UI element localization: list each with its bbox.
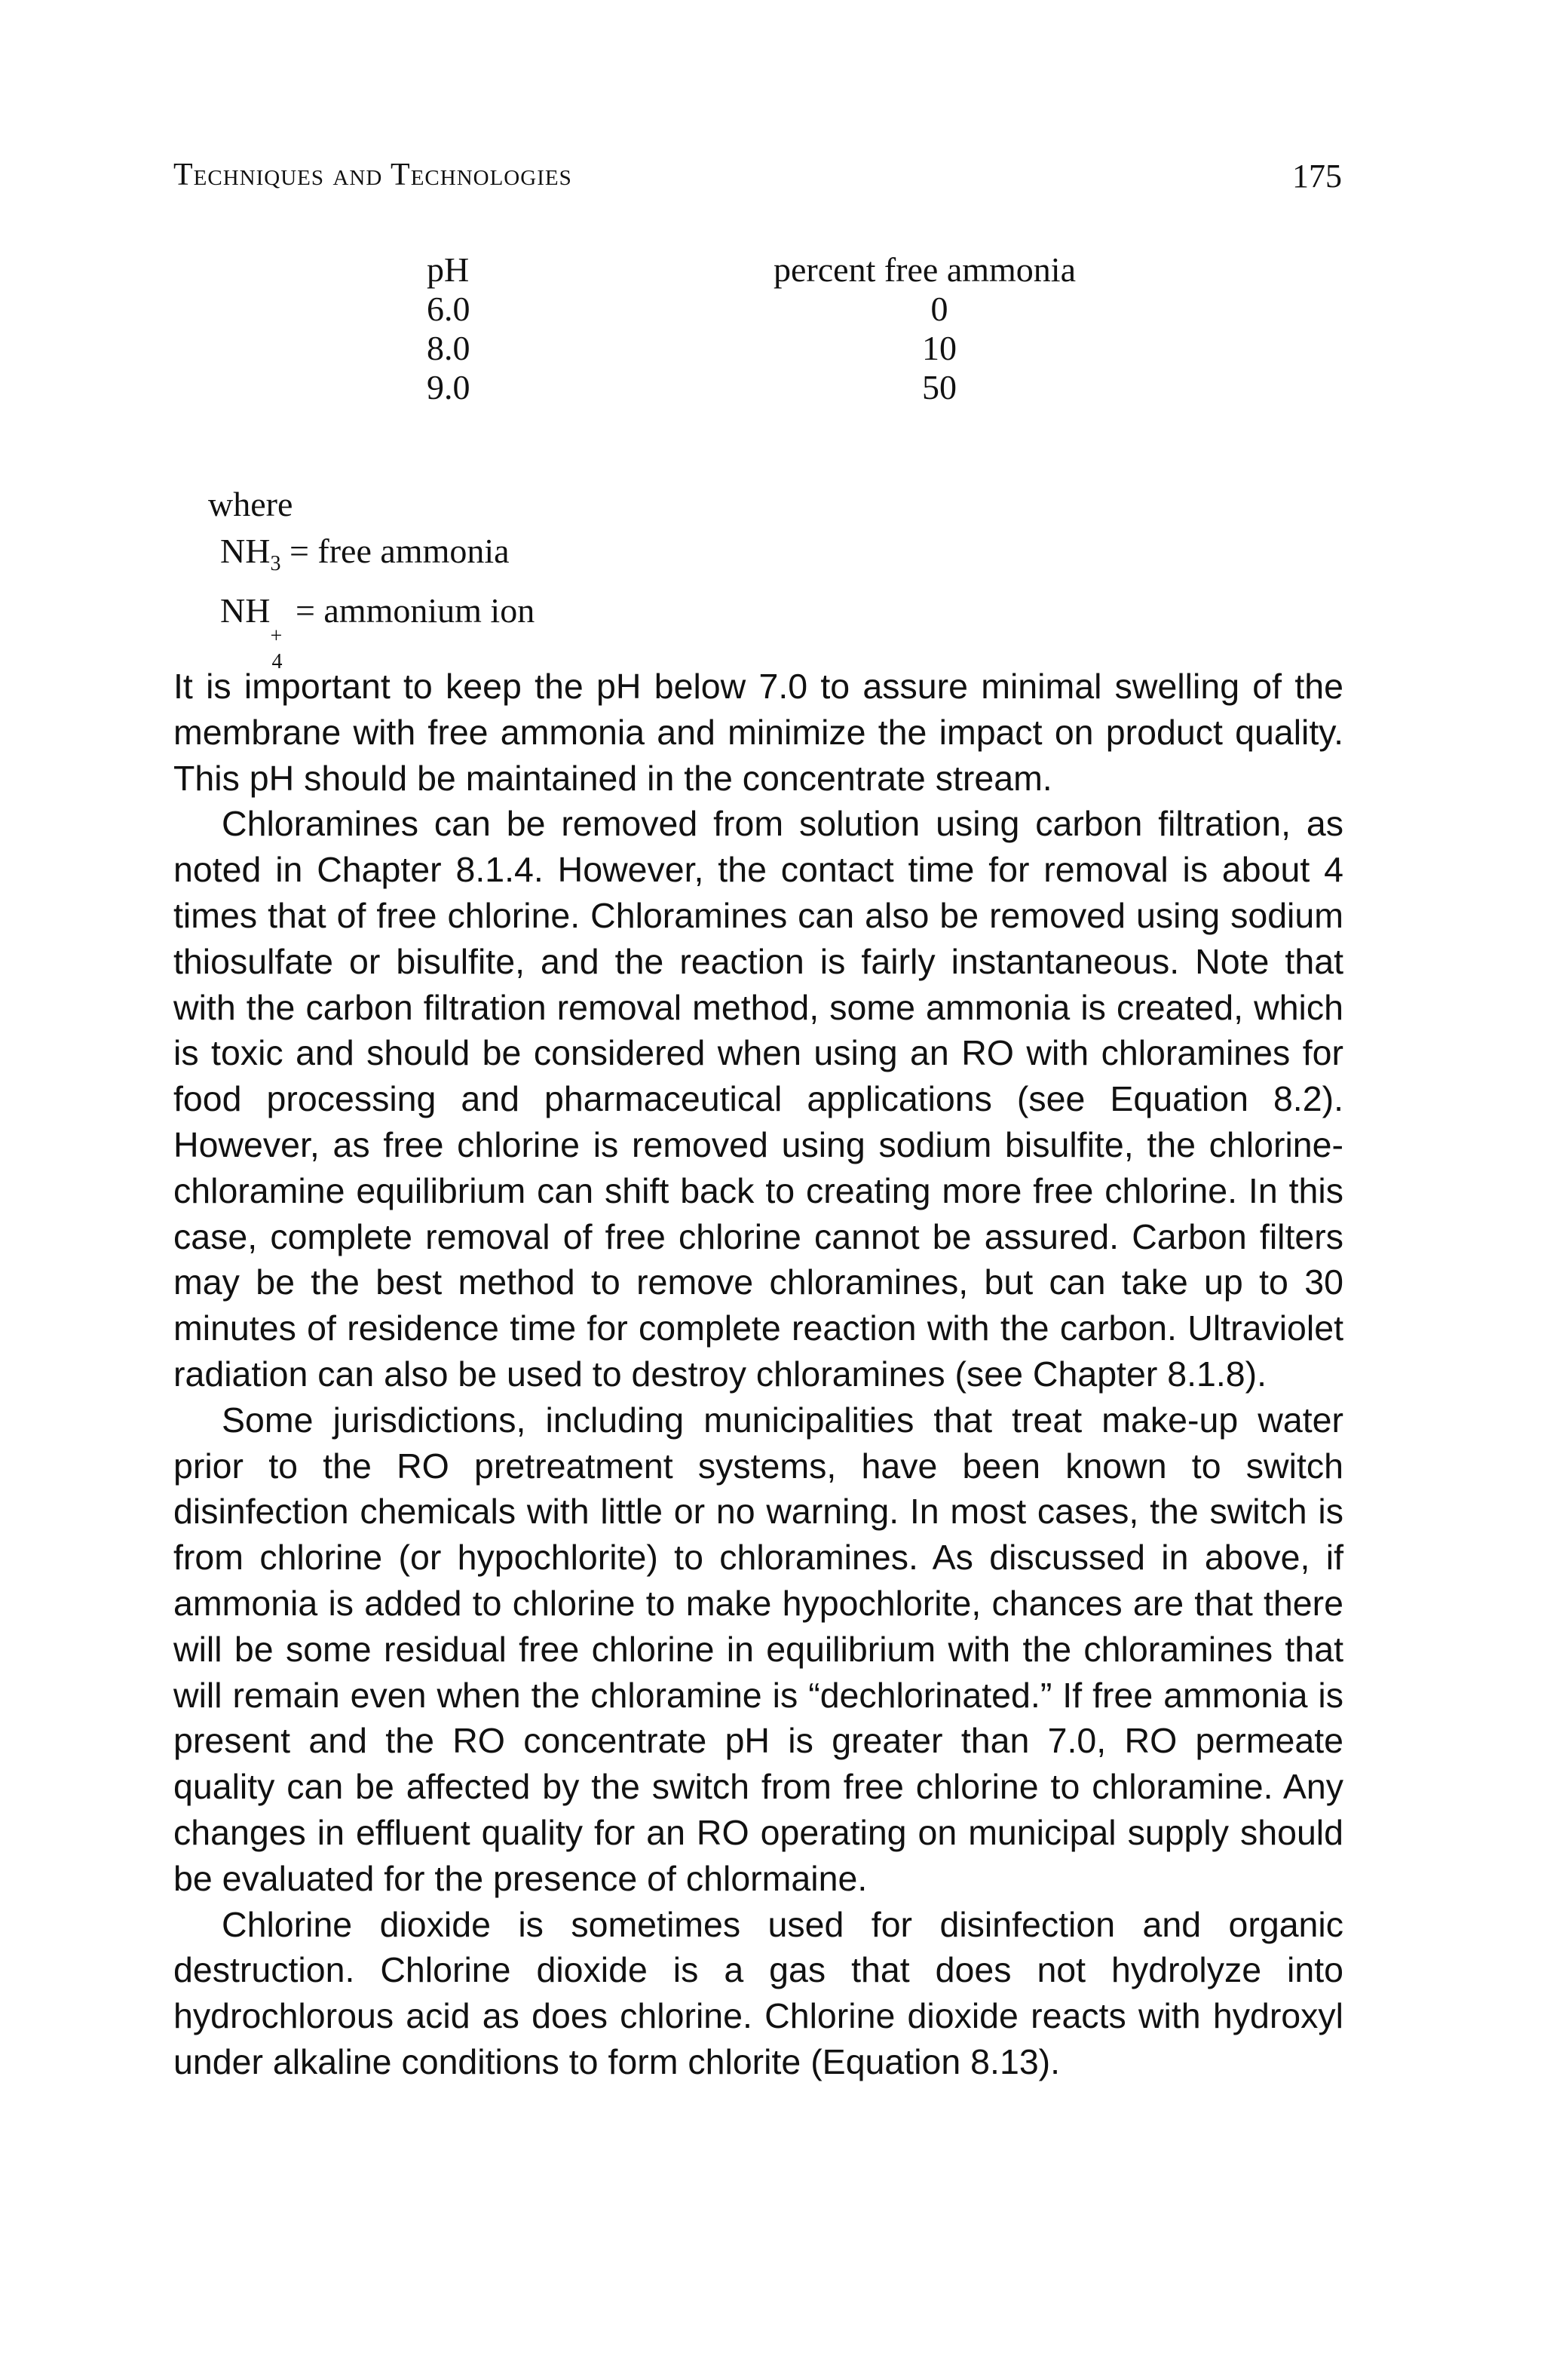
body-text	[173, 664, 1343, 2085]
page-number: 175	[1292, 158, 1342, 195]
definition-free-ammonia	[208, 528, 535, 587]
paragraph: Chloramines can be removed from solution using carbon filtration, as noted in Chapter 8.1.4. However, the contact time for removal is about 4 times that of free chlorine. Chloramines can also be removed using sodium thiosulfate or bisulfite, and the reaction is fairly instantaneous. Note that with the carbon filtration removal method, some ammonia is created, which is toxic and should be considered when using an RO with chloramines for food processing and pharmaceutical applications (see Equation 8.2). However, as free chlorine is removed using sodium bisulfite, the chlorine-chloramine equilibrium can shift back to creating more free chlorine. In this case, complete removal of free chlorine cannot be assured. Carbon filters may be the best method to remove chloramines, but can take up to 30 minutes of residence time for complete reaction with the carbon. Ultraviolet radiation can also be used to destroy chloramines (see Chapter 8.1.8).	[173, 804, 1343, 1394]
nh3-symbol: NH	[220, 532, 271, 570]
running-head-title: Techniques and Technologies	[173, 158, 572, 192]
definition-ammonium-ion	[208, 587, 535, 673]
nh3-subscript: 3	[270, 552, 281, 575]
table-cell-value: 50	[922, 368, 957, 406]
table-cell-value: 0	[930, 290, 948, 328]
ph-ammonia-table	[427, 250, 1105, 407]
table-cell-value: 10	[922, 329, 957, 367]
table-cell-free-ammonia	[774, 329, 1105, 368]
table-cell-ph: 8.0	[427, 329, 470, 367]
definitions-block	[208, 481, 535, 673]
table-cell-free-ammonia	[774, 368, 1105, 407]
nh4-symbol: NH	[220, 591, 271, 630]
column-header-free-ammonia: percent free ammonia	[774, 250, 1076, 289]
where-label: where	[208, 485, 293, 523]
column-header-ph: pH	[427, 250, 470, 289]
paragraph: Some jurisdictions, including municipalities that treat make-up water prior to the RO pretreatment systems, have been known to switch disinfection chemicals with little or no warning. In most cases, the switch is from chlorine (or hypochlorite) to chloramines. As discussed in above, if ammonia is added to chlorine to make hypochlorite, chances are that there will be some residual free chlorine in equilibrium with the chloramines that will remain even when the chloramine is “dechlorinated.” If free ammonia is present and the RO concentrate pH is greater than 7.0, RO permeate quality can be affected by the switch from free chlorine to chloramine. Any changes in effluent quality for an RO operating on municipal supply should be evaluated for the presence of chlormaine.	[173, 1400, 1343, 1898]
nh3-meaning: = free ammonia	[289, 532, 510, 570]
table-cell-free-ammonia	[774, 290, 1105, 329]
nh4-subscript: 4	[271, 650, 283, 673]
paragraph: Chlorine dioxide is sometimes used for disinfection and organic destruction. Chlorine dioxide is a gas that does not hydrolyze into hydrochlorous acid as does chlorine. Chlorine dioxide reacts with hydroxyl under alkaline conditions to form chlorite (Equation 8.13).	[173, 1904, 1343, 2081]
paragraph: It is important to keep the pH below 7.0 to assure minimal swelling of the membrane with free ammonia and minimize the impact on product quality. This pH should be maintained in the concentrate stream.	[173, 667, 1343, 798]
table-row	[427, 290, 1105, 329]
table-row	[427, 368, 1105, 407]
table-row	[427, 329, 1105, 368]
table-cell-ph: 9.0	[427, 368, 470, 406]
table-cell-ph: 6.0	[427, 290, 470, 328]
nh4-superscript: +	[270, 624, 283, 648]
nh4-meaning: = ammonium ion	[295, 591, 535, 630]
table-header-row	[427, 250, 1105, 290]
